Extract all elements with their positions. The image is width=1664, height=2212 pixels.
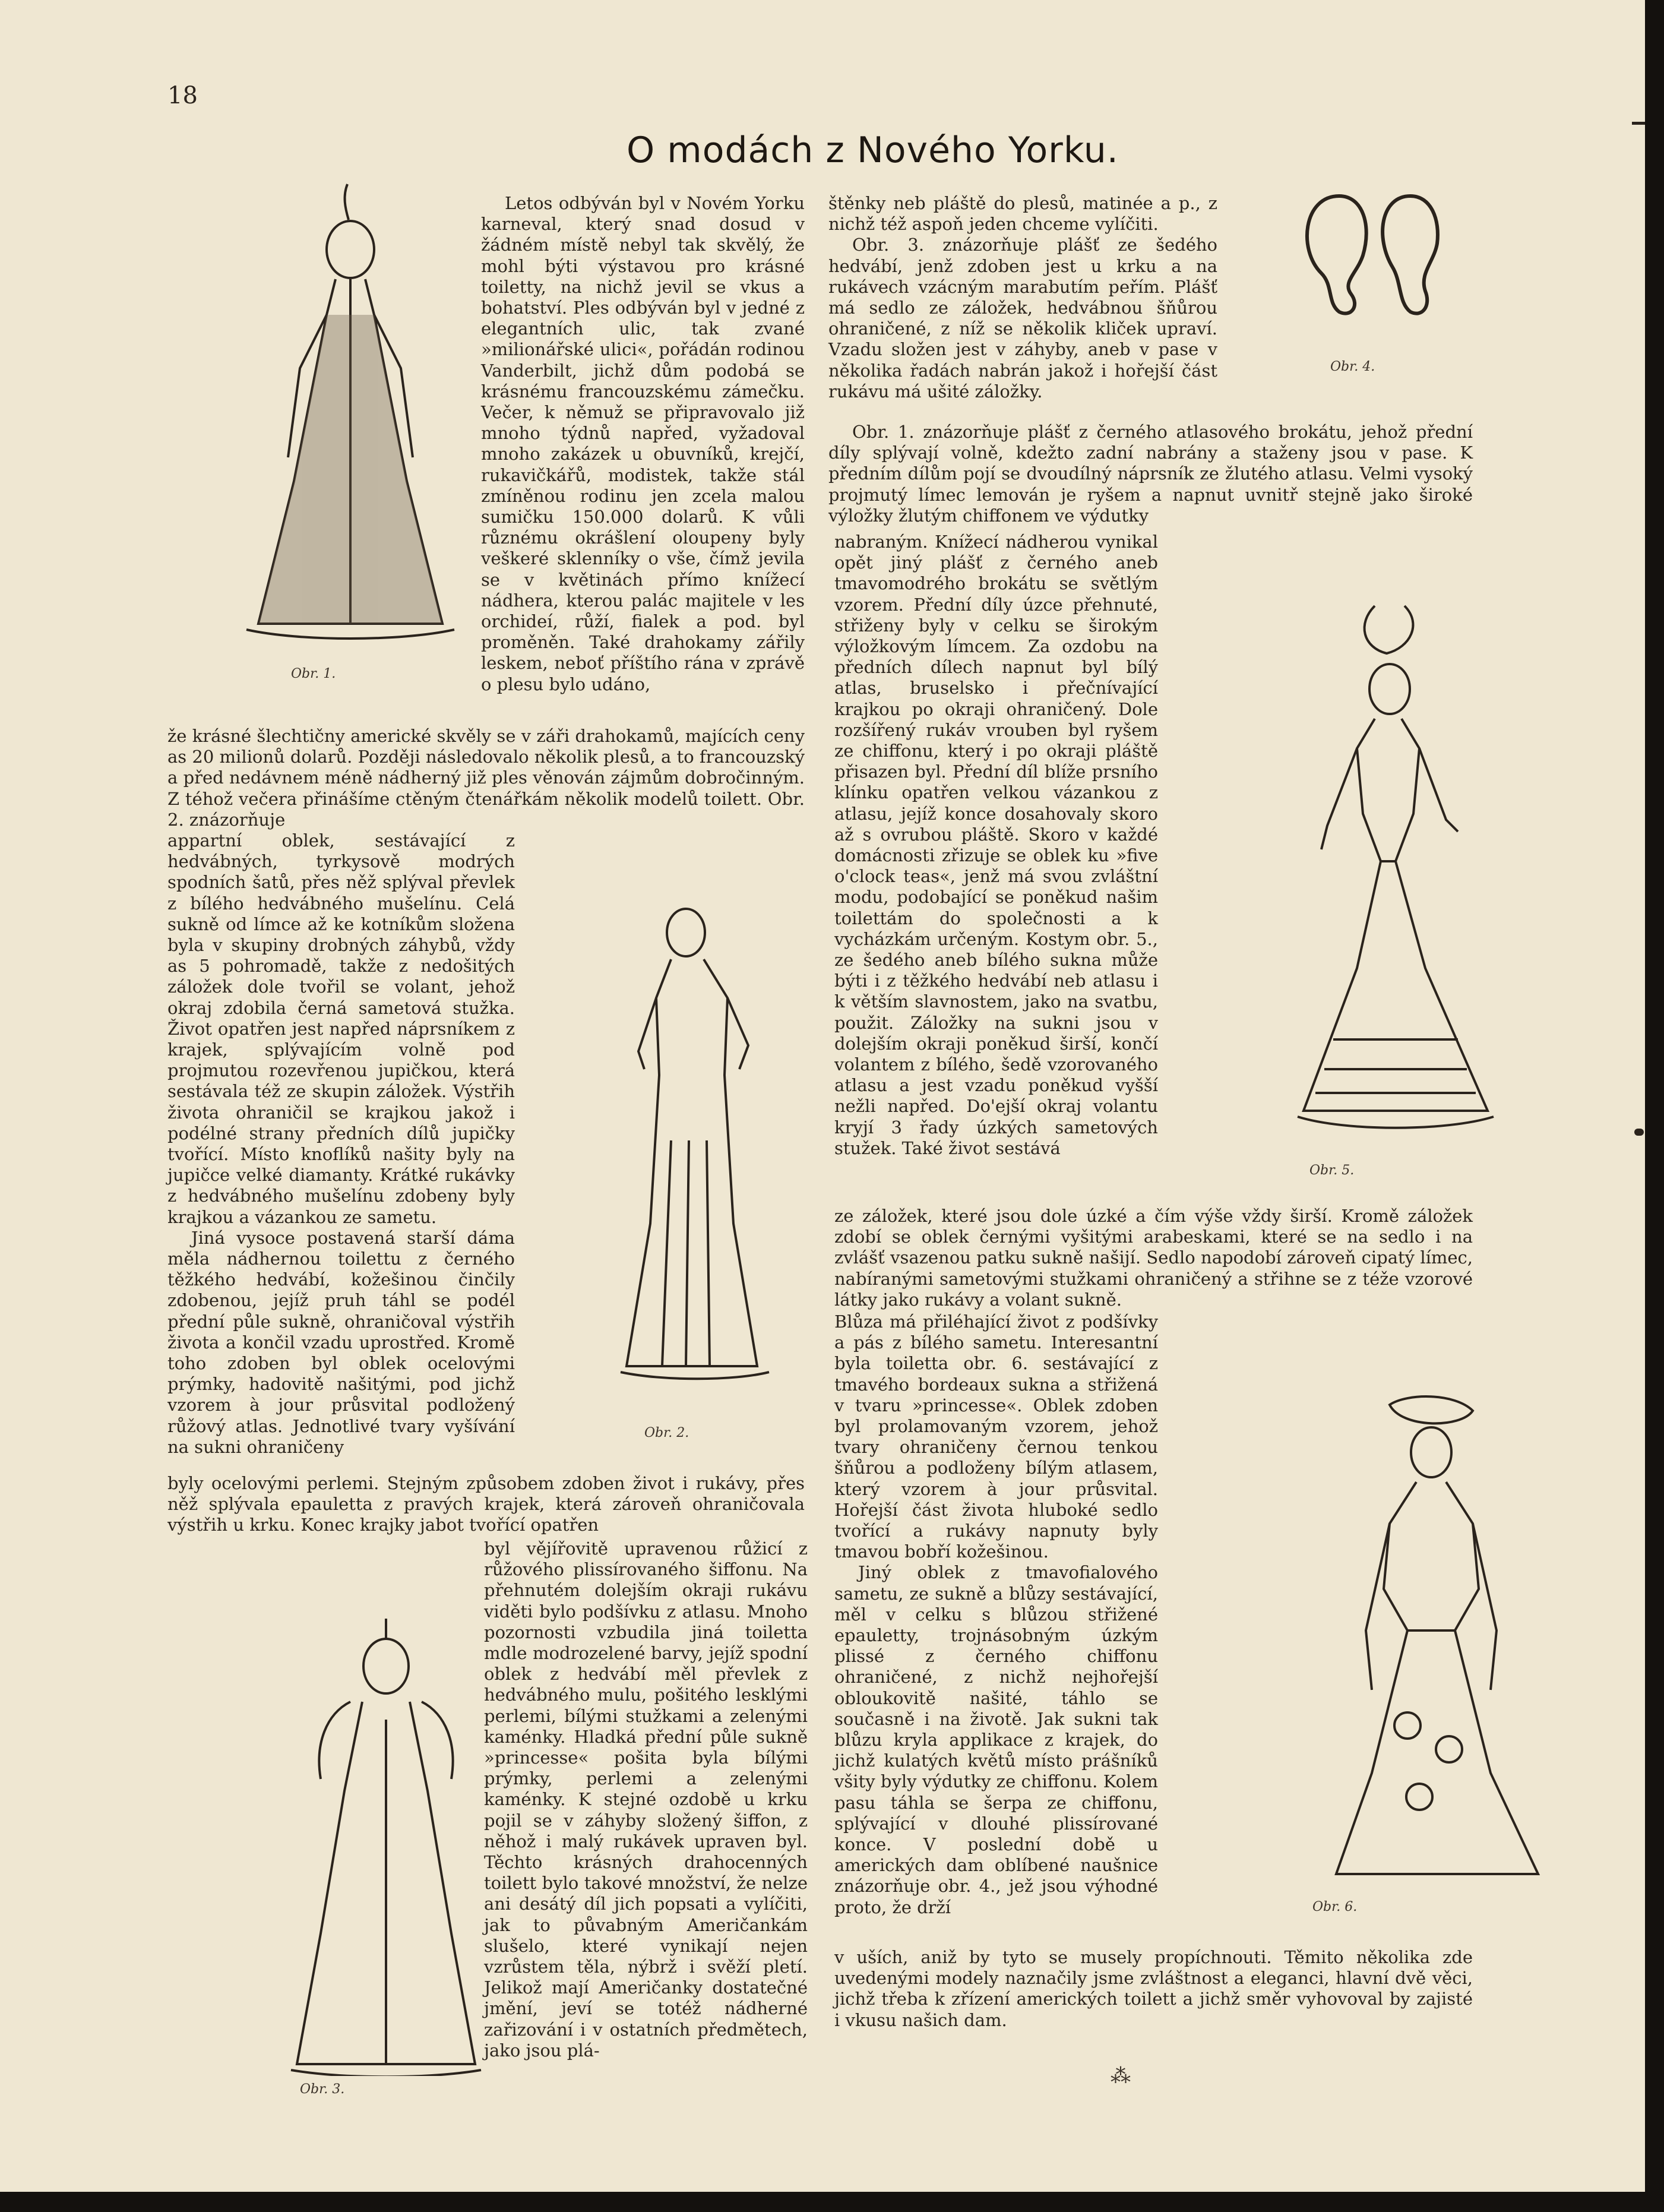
paragraph-obr1: Obr. 1. znázorňuje plášť z černého atlasového brokátu, jehož přední díly splývají volně, kdežto zadní nabrány a staženy jsou v pase. K předním dílům pojí se dvoudílný náprsník ze žlutého atlasu. Velmi vysoký projmutý límec lemován je ryšem a napnut uvnitř stejně jako široké výložky žlutým chiffonem ve výdutky xyxy=(828,422,1473,526)
scan-border-bottom xyxy=(0,2192,1664,2212)
text-block-2a xyxy=(828,193,1217,402)
paragraph-obr6: Blůza má přiléhající život z podšívky a pás z bílého sametu. Interesantní byla toiletta obr. 6. sestávající z tmavého bordeaux sukna a střižená v tvaru »princesse«. Oblek zdoben byl prolamovaným vzorem, jehož tvary ohraničeny černou tenkou šňůrou a podloženy bílým atlasem, který vzorem à jour průsvital. Hořejší část života hluboké sedlo tvořící a rukávy napnuty byly tmavou bobří kožešinou. xyxy=(834,1312,1158,1562)
paragraph-bluegreen: byl vějířovitě upravenou růžicí z růžového plissírovaného šiffonu. Na přehnutém dolejším okraji rukávu viděti bylo podšívku z atlasu. Mnoho pozornosti vzbudila jiná toiletta mdle modrozelené barvy, jejíž spodní oblek z hedvábí měl převlek z hedvábného mulu, pošitého lesklými perlemi, bílými stužkami a zelenými kaménky. Hladká přední půle sukně »princesse« pošita byla bílými prýmky, perlemi a zelenými kaménky. K stejné ozdobě u krku pojil se v záhyby složený šiffon, z něhož i malý rukávek upraven byl. Těchto krásných drahocenných toilett bylo takové množství, že nelze ani desátý díl jich popsati a vylíčiti, jak to půvabným Američankám slušelo, které vynikají nejen vzrůstem těla, nýbrž i svěží pletí. Jelikož mají Američanky dostatečné jmění, jeví se totéž nádherné zařizování i v ostatních předmětech, jako jsou plá- xyxy=(484,1538,808,2061)
figure-2-caption: Obr. 2. xyxy=(644,1426,689,1440)
paragraph-intro: Letos odbýván byl v Novém Yorku karneval, který snad dosud v žádném místě nebyl tak skvělý, že mohl býti výstavou pro krásné toiletty, na nichž jevil se vkus a bohatství. Ples odbýván byl v jedné z elegantních ulic, tak zvané »milionářské ulici«, pořádán rodinou Vanderbilt, jichž dům podobá se krásnému francouzskému zámečku. Večer, k němuž se připravovalo již mnoho týdnů napřed, vyžadoval mnoho zakázek u obuvníků, krejčí, rukavičkářů, modistek, takže stál zmíněnou rodinu jen zcela malou sumičku 150.000 dolarů. K vůli různému okrášlení oloupeny byly veškeré sklenníky o vše, čímž jevila se v květinách přímo knížecí nádhera, kterou palác majitele v les orchideí, růží, fialek a pod. byl proměněn. Také drahokamy zářily leskem, neboť příštího rána v zprávě o plesu bylo udáno, xyxy=(481,193,805,694)
text-block-2c xyxy=(834,532,1158,1159)
figure-5-illustration xyxy=(1268,600,1520,1140)
paragraph-closing: v uších, aniž by tyto se musely propíchnouti. Těmito několika zde uvedenými modely naznačily jsme zvláštnost a eleganci, hlavní dvě věci, jichž třeba k zřízení amerických toilett a jichž směr vyhovoval by zajisté i vkusu našich dam. xyxy=(834,1947,1473,2030)
paragraph-obr1-cont: nabraným. Knížecí nádherou vynikal opět jiný plášť z černého aneb tmavomodrého brokátu se světlým vzorem. Přední díly úzce přehnuté, střiženy byly v celku se širokým výložkovým límcem. Za ozdobu na předních dílech napnut byl bílý atlas, bruselsko i přečnívající krajkou po okraji ohraničený. Dole rozšířený rukáv vrouben byl ryšem ze chiffonu, který i po okraji pláště přisazen byl. Přední díl blíže prsního klínku opatřen velkou vázankou z atlasu, jejíž konce dosahovaly skoro až s ovrubou pláště. Skoro v každé domácnosti zřizuje se oblek ku »five o'clock teas«, jenž má svou zvláštní modu, podobající se poněkud našim toilettám do společnosti a k vycházkám určeným. Kostym obr. 5., ze šedého aneb bílého sukna může býti i z těžkého hedvábí neb atlasu i k větším slavnostem, jako na svatbu, použit. Záložky na sukni jsou v dolejším okraji poněkud širší, končí volantem z bílého, šedě vzorovaného atlasu a jest vzadu poněkud vyšší nežli napřed. Do'ejší okraj volantu kryjí 3 řady úzkých sametových stužek. Také život sestává xyxy=(834,532,1158,1158)
text-block-1d xyxy=(167,1473,805,1536)
text-block-2d xyxy=(834,1206,1473,1310)
paragraph-older-lady-cont: byly ocelovými perlemi. Stejným způsobem zdoben život i rukávy, přes něž splývala epauletta z pravých krajek, která zároveň ohraničovala výstřih u krku. Konec krajky jabot tvořící opatřen xyxy=(167,1473,805,1535)
figure-4-illustration xyxy=(1292,184,1452,327)
paragraph-obr2: appartní oblek, sestávající z hedvábných, tyrkysově modrých spodních šatů, přes něž splýval převlek z bílého hedvábného mušelínu. Celá sukně od límce až ke kotníkům složena byla v skupiny drobných záhybů, vždy as 5 pohromadě, takže z nedošitých záložek dole tvořil se volant, jehož okraj zdobila černá sametová stužka. Život opatřen jest napřed náprsníkem z krajek, splývajícím volně pod projmutou rozevřenou jupičkou, která sestávala též ze skupin záložek. Výstřih života ohraničil se krajkou jakož i podélné strany předních dílů jupičky tvořící. Místo knoflíků našity byly na jupičce velké diamanty. Krátké rukávky z hedvábného mušelínu zdobeny byly krajkou a vázankou ze sametu. xyxy=(167,830,515,1227)
figure-1-caption: Obr. 1. xyxy=(291,666,336,681)
text-block-2e xyxy=(834,1312,1158,1918)
figure-1-illustration xyxy=(211,172,484,647)
figure-6-illustration xyxy=(1301,1393,1556,1886)
scan-border-right xyxy=(1645,0,1664,2212)
paragraph-cloaks-intro: štěnky neb pláště do plesů, matinée a p., z nichž též aspoň jeden chceme vylíčiti. xyxy=(828,193,1217,235)
margin-mark-mid xyxy=(1634,1129,1644,1136)
paragraph-purple-velvet: Jiný oblek z tmavofialového sametu, ze sukně a blůzy sestávající, měl v celku s blůzou střižené epauletty, trojnásobným úzkým plissé z černého chiffonu ohraničené, z nichž nejhořejší obloukovitě našité, táhlo se současně i na životě. Jak sukni tak blůzu kryla applikace z krajek, do jichž kulatých květů místo prášníků všity byly výdutky ze chiffonu. Kolem pasu táhla se šerpa ze chiffonu, splývající v dlouhé plissírované konce. V poslední době u amerických dam oblíbené naušnice znázorňuje obr. 4., jež jsou výhodné proto, že drží xyxy=(834,1562,1158,1917)
paragraph-older-lady: Jiná vysoce postavená starší dáma měla nádhernou toilettu z černého těžkého hedvábí, kožešinou činčily zdobenou, jejíž pruh táhl se podél přední půle sukně, ohraničoval výstřih života a končil vzadu uprostřed. Kromě toho zdoben byl oblek ocelovými prýmky, hadovitě našitými, pod jichž vzorem à jour průsvital podložený růžový atlas. Jednotlivé tvary vyšívání na sukni ohraničeny xyxy=(167,1227,515,1457)
figure-3-illustration xyxy=(273,1601,499,2076)
margin-mark-top xyxy=(1632,122,1645,125)
figure-6-caption: Obr. 6. xyxy=(1312,1900,1358,1914)
page-number: 18 xyxy=(167,82,198,109)
figure-2-illustration xyxy=(615,891,793,1384)
text-block-2f xyxy=(834,1947,1473,2031)
paragraph-intro-cont: že krásné šlechtičny americké skvěly se v záři drahokamů, majících ceny as 20 milionů dolarů. Později následovalo několik plesů, a to francouzský a před nedávnem méně nádherný již ples věnován zájmům dobročinným. Z téhož večera přinášíme ctěným čtenářkám několik modelů toilett. Obr. 2. znázorňuje xyxy=(167,726,805,830)
article-title: O modách z Nového Yorku. xyxy=(627,129,1119,171)
end-ornament: ⁂ xyxy=(1111,2064,1132,2088)
paragraph-obr3: Obr. 3. znázorňuje plášť ze šedého hedvábí, jenž zdoben jest u krku a na rukávech vzácným marabutím peřím. Plášť má sedlo ze záložek, hedvábnou šňůrou ohraničené, z níž se několik kliček upraví. Vzadu složen jest v záhyby, aneb v pase v několika řadách nabrán jakož i hořejší část rukávu má ušité záložky. xyxy=(828,235,1217,402)
paragraph-obr5-cont: ze záložek, které jsou dole úzké a čím výše vždy širší. Kromě záložek zdobí se oblek černými vyšitými arabeskami, které se na sedlo i na zvlášť vsazenou patku sukně našijí. Sedlo napodobí zároveň cipatý límec, nabíranými sametovými stužkami ohraničený a střihne se z téže vzorové látky jako rukávy a volant sukně. xyxy=(834,1206,1473,1310)
text-block-1c xyxy=(167,830,515,1458)
text-block-1b xyxy=(167,726,805,830)
figure-5-caption: Obr. 5. xyxy=(1309,1163,1355,1178)
text-block-2b xyxy=(828,422,1473,526)
text-block-1a xyxy=(481,193,805,695)
text-block-1e xyxy=(484,1538,808,2061)
figure-4-caption: Obr. 4. xyxy=(1330,359,1375,374)
figure-3-caption: Obr. 3. xyxy=(300,2082,345,2097)
